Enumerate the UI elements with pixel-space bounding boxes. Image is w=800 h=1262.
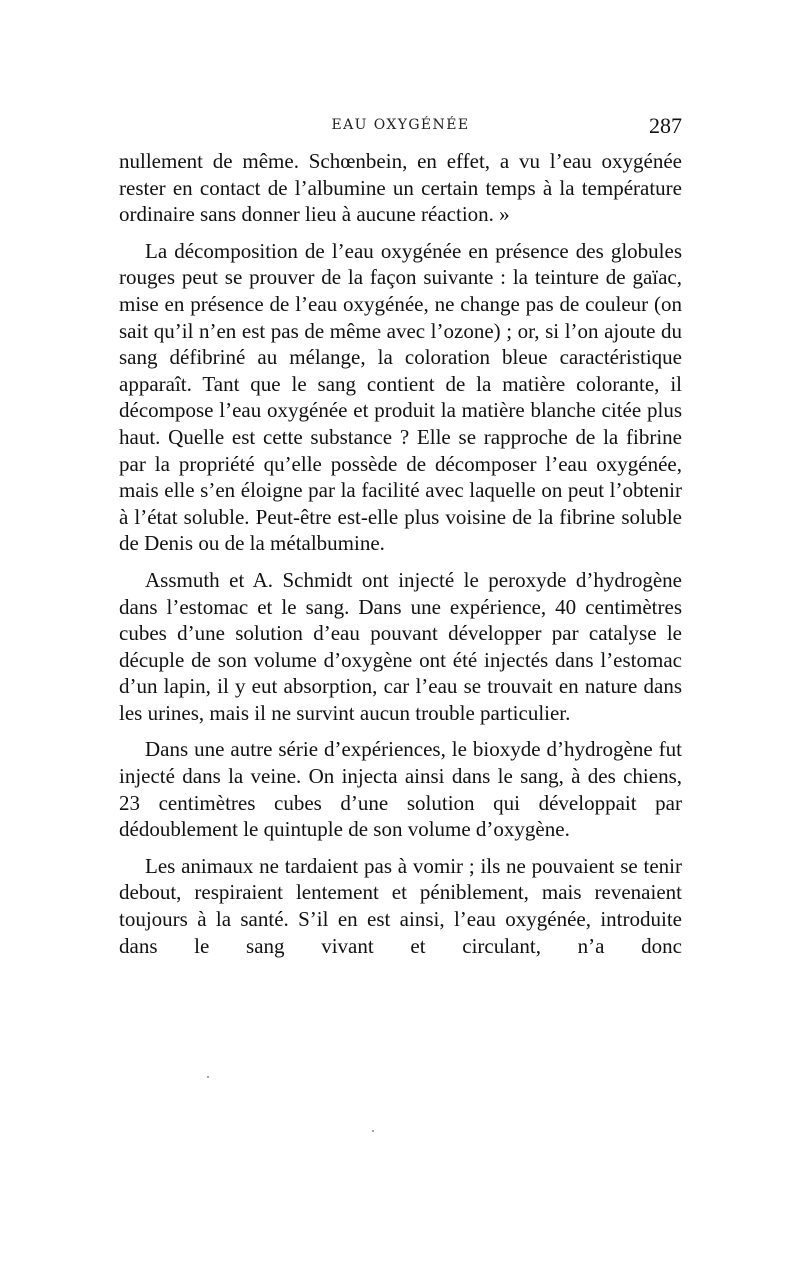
running-title: EAU OXYGÉNÉE [331,117,470,133]
paragraph-continuation: nullement de même. Schœnbein, en effet, a vu l’eau oxygénée rester en contact de l’albumine un certain temps à la température ordinaire sans donner lieu à aucune réaction. » [119,149,682,227]
paragraph-gaiac-test: La décomposition de l’eau oxygénée en présence des globules rouges peut se prouver de la façon suivante : la teinture de gaïac, mise en présence de l’eau oxygénée, ne change pas de couleur (on sait qu’il n’en est pas de même avec l’ozone) ; or, si l’on ajoute du sang défibriné au mélange, la coloration bleue caractéristique apparaît. Tant que le sang contient de la matière colorante, il décompose l’eau oxygénée et produit la matière blanche citée plus haut. Quelle est cette substance ? Elle se rapproche de la fibrine par la propriété qu’elle possède de décomposer l’eau oxygénée, mais elle s’en éloigne par la facilité avec laquelle on peut l’obtenir à l’état soluble. Peut-être est-elle plus voisine de la fibrine soluble de Denis ou de la métalbumine. [119,238,682,556]
paper-speck [372,1130,374,1132]
running-head [119,113,682,143]
paper-speck [207,1076,209,1078]
page-number: 287 [649,113,682,138]
paragraph-animals: Les animaux ne tardaient pas à vomir ; ils ne pouvaient se tenir debout, respiraient lentement et péniblement, mais revenaient toujours à la santé. S’il en est ainsi, l’eau oxygénée, introduite dans le sang vivant et circulant, n’a donc [119,853,682,958]
paragraph-vein-injection: Dans une autre série d’expériences, le bioxyde d’hydrogène fut injecté dans la veine. On injecta ainsi dans le sang, à des chiens, 23 centimètres cubes d’une solution qui développait par dédoublement le quintuple de son volume d’oxygène. [119,737,682,842]
paragraph-assmuth-schmidt: Assmuth et A. Schmidt ont injecté le peroxyde d’hydrogène dans l’estomac et le sang. Dans une expérience, 40 centimètres cubes d’une solution d’eau pouvant développer par catalyse le décuple de son volume d’oxygène ont été injectés dans l’estomac d’un lapin, il y eut absorption, car l’eau se trouvait en nature dans les urines, mais il ne survint aucun trouble particulier. [119,567,682,725]
body-text [119,148,682,969]
